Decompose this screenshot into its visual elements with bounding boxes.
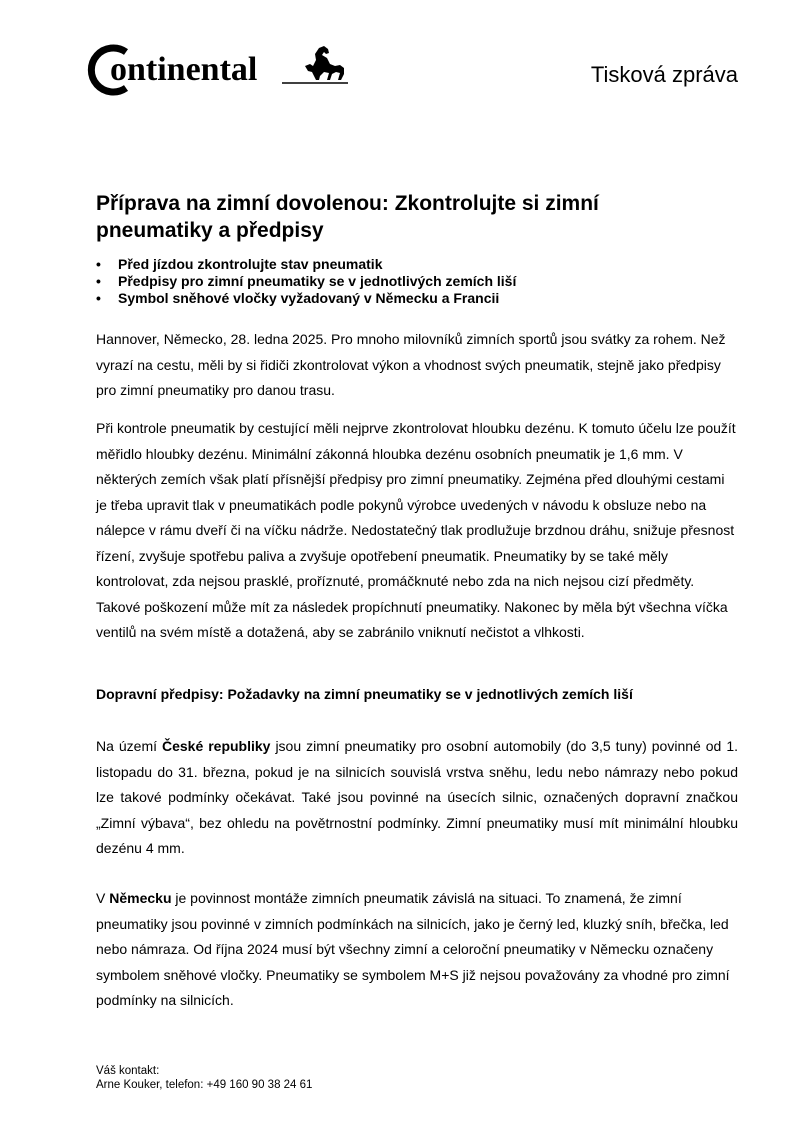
highlight-item: • Předpisy pro zimní pneumatiky se v jednotlivých zemích liší [96,273,516,290]
czech-country: České republiky [161,738,271,754]
page-title: Příprava na zimní dovolenou: Zkontrolujte si zimní pneumatiky a předpisy [96,192,599,242]
germany-country: Německu [109,890,172,906]
czech-lead: Na území [96,738,162,754]
czech-paragraph [96,734,738,862]
highlights-list [96,256,516,307]
germany-text: je povinnost montáže zimních pneumatik závislá na situaci. To znamená, že zimní pneumatiky jsou povinné v zimních podmínkách na silnicích, jako je černý led, kluzký sníh, břečka, led nebo námraza. Od října 2024 musí být všechny zimní a celoroční pneumatiky v Německu označeny symbolem sněhové vločky. Pneumatiky se symbolem M+S již nejsou považovány za vhodné pro zimní podmínky na silnicích. [96,890,730,1008]
czech-text: jsou zimní pneumatiky pro osobní automobily (do 3,5 tuny) povinné od 1. listopadu do 31. března, pokud je na silnicích souvislá vrstva sněhu, ledu nebo námrazy nebo pokud lze takové podmínky očekávat. Také jsou povinné na úsecích silnic, označených dopravní značkou „Zimní výbava“, bez ohledu na povětrnostní podmínky. Zimní pneumatiky musí mít minimální hloubku dezénu 4 mm. [96,738,738,856]
contact-block [96,1064,312,1092]
inspection-paragraph: Při kontrole pneumatik by cestující měli nejprve zkontrolovat hloubku dezénu. K tomuto účelu lze použít měřidlo hloubky dezénu. Minimální zákonná hloubka dezénu osobních pneumatik je 1,6 mm. V některých zemích však platí přísnější předpisy pro zimní pneumatiky. Zejména před dlouhými cestami je třeba upravit tlak v pneumatikách podle pokynů výrobce uvedených v návodu k obsluze nebo na nálepce v rámu dveří či na víčku nádrže. Nedostatečný tlak prodlužuje brzdnou dráhu, snižuje přesnost řízení, zvyšuje spotřebu paliva a zvyšuje opotřebení pneumatik. Pneumatiky by se také měly kontrolovat, zda nejsou prasklé, proříznuté, promáčknuté nebo zda na nich nejsou cizí předměty. Takové poškození může mít za následek propíchnutí pneumatiky. Nakonec by měla být všechna víčka ventilů na svém místě a dotažená, aby se zabránilo vniknutí nečistot a vlhkosti. [96,420,736,640]
contact-label: Váš kontakt: [96,1065,160,1077]
intro-paragraph: Hannover, Německo, 28. ledna 2025. Pro mnoho milovníků zimních sportů jsou svátky za rohem. Než vyrazí na cestu, měli by si řidiči zkontrolovat výkon a vhodnost svých pneumatik, stejně jako předpisy pro zimní pneumatiky pro danou trasu. [96,331,726,398]
highlight-item: • Před jízdou zkontrolujte stav pneumatik [96,256,516,273]
section-heading: Dopravní předpisy: Požadavky na zimní pneumatiky se v jednotlivých zemích liší [96,686,633,702]
germany-paragraph [96,886,738,1014]
svg-text:ontinental: ontinental [110,51,258,88]
document-type-label: Tisková zpráva [590,62,738,87]
horse-icon [305,46,344,80]
contact-line: Arne Kouker, telefon: +49 160 90 38 24 61 [96,1079,313,1091]
highlight-item: • Symbol sněhové vločky vyžadovaný v Německu a Francii [96,290,516,307]
germany-lead: V [96,890,110,906]
continental-logo [86,42,350,98]
